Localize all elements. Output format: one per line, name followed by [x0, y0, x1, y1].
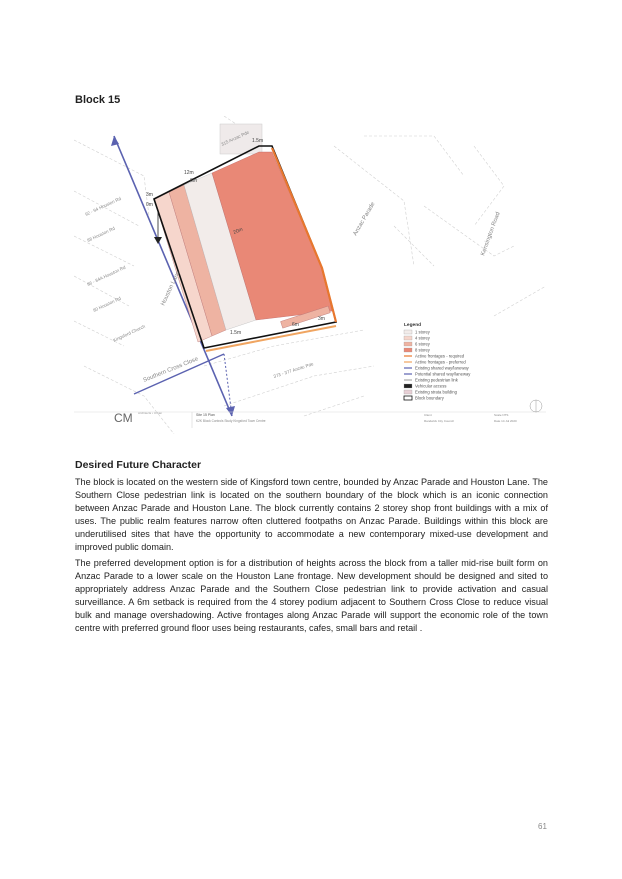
- legend-label: 1 storey: [415, 329, 430, 335]
- footer-client-name: Randwick City Council: [424, 419, 454, 423]
- legend-swatch: [404, 348, 412, 352]
- paragraph: The preferred development option is for a distribution of heights across the block from a taller mid-rise built form on Anzac Parade to a lower scale on the Houston Lane frontage. New development should be designed and sited to appropriately address Anzac Parade and the Southern Close pedestrian link to provide activation and casual surveillance. A 6m setback is required from the 4 storey podium adjacent to Southern Cross Close to reduce visual bulk and manage overshadowing. Active frontages along Anzac Parade will support the economic role of the town centre with preferred ground floor uses being restaurants, cafes, small bars and retail .: [75, 558, 548, 633]
- street-label: Southern Cross Close: [142, 356, 200, 384]
- legend-swatch: [404, 330, 412, 334]
- block-plan-map: [74, 116, 546, 434]
- logo: CM: [114, 411, 133, 425]
- lot-label: 88 Houston Rd: [86, 225, 116, 243]
- dim-label: 6m: [190, 178, 197, 184]
- footer-title: Site 15 Plan: [196, 413, 215, 417]
- page-title: Block 15: [75, 94, 121, 106]
- lot-label: 80 Houston Rd: [92, 295, 122, 313]
- dim-label: 3m: [318, 316, 325, 322]
- dim-label: 1.5m: [252, 138, 264, 144]
- dim-label: 12m: [184, 170, 194, 176]
- legend-label: 6 storey: [415, 341, 430, 347]
- legend-swatch: [404, 390, 412, 394]
- logo-small: Architects • Urban: [138, 411, 163, 415]
- legend-label: Active frontages - required: [415, 353, 465, 359]
- section-title: Desired Future Character: [75, 459, 202, 471]
- legend-swatch: [404, 336, 412, 340]
- dim-label: 20m: [232, 226, 244, 236]
- legend-swatch: [404, 396, 412, 400]
- dim-label: 1.5m: [230, 330, 242, 336]
- street-label: Houston Lane: [160, 270, 182, 307]
- legend-label: Existing strata building: [415, 389, 457, 395]
- legend-label: Active frontages - preferred: [415, 359, 466, 365]
- lot-label: 86 - 84A Houston Rd: [86, 264, 127, 287]
- legend-label: 4 storey: [415, 335, 430, 341]
- footer-date: Date 14 Jul 2020: [494, 419, 517, 423]
- footer-client: Client: [424, 413, 432, 417]
- legend-title: Legend: [404, 323, 422, 328]
- north-arrow-icon: [530, 400, 542, 412]
- legend-label: Vehicular access: [415, 383, 447, 389]
- lot-label: 373 - 377 Anzac Pde: [272, 361, 315, 379]
- lot-label: 315 Anzac Pde: [220, 129, 250, 147]
- legend-label: Potential shared way/laneway: [415, 371, 471, 377]
- legend-label: Existing shared way/laneway: [415, 365, 469, 371]
- paragraph: The block is located on the western side of Kingsford town centre, bounded by Anzac Parade and Houston Lane. The Southern Close pedestrian link is located on the southern boundary of the block which is an iconic connection between Anzac Parade and Houston Lane. The block currently contains 2 storey shop front buildings with a mix of uses. The public realm features narrow often cluttered footpaths on Anzac Parade. Buildings within this block are underutilised sites that have the opportunity to accommodate a new contemporary mixed-use development and improved public domain.: [75, 477, 548, 552]
- footer-sub: K2K Block Controls Study Kingsford Town Centre: [196, 419, 266, 423]
- vehicular-access-icon: [154, 237, 162, 244]
- legend-swatch: [404, 342, 412, 346]
- lot-label: 92 - 94 Houston Rd: [84, 195, 122, 217]
- dim-label: 0m: [146, 202, 153, 208]
- street-label: Kensington Road: [480, 211, 502, 257]
- lot-label: Kingsford Church: [112, 323, 146, 343]
- legend-label: Existing pedestrian link: [415, 377, 458, 383]
- street-label: Anzac Parade: [352, 201, 377, 237]
- dim-label: 6m: [292, 322, 299, 328]
- dim-label: 3m: [146, 192, 153, 198]
- page-number: 61: [538, 822, 547, 831]
- legend-label: Block boundary: [415, 395, 444, 401]
- southern-cross-close-way: [134, 354, 224, 394]
- footer-scale: Scale NTS: [494, 413, 509, 417]
- legend-label: 8 storey: [415, 347, 430, 353]
- block-15-footprint: [154, 146, 336, 351]
- legend-swatch: [404, 384, 412, 388]
- legend: [404, 322, 471, 401]
